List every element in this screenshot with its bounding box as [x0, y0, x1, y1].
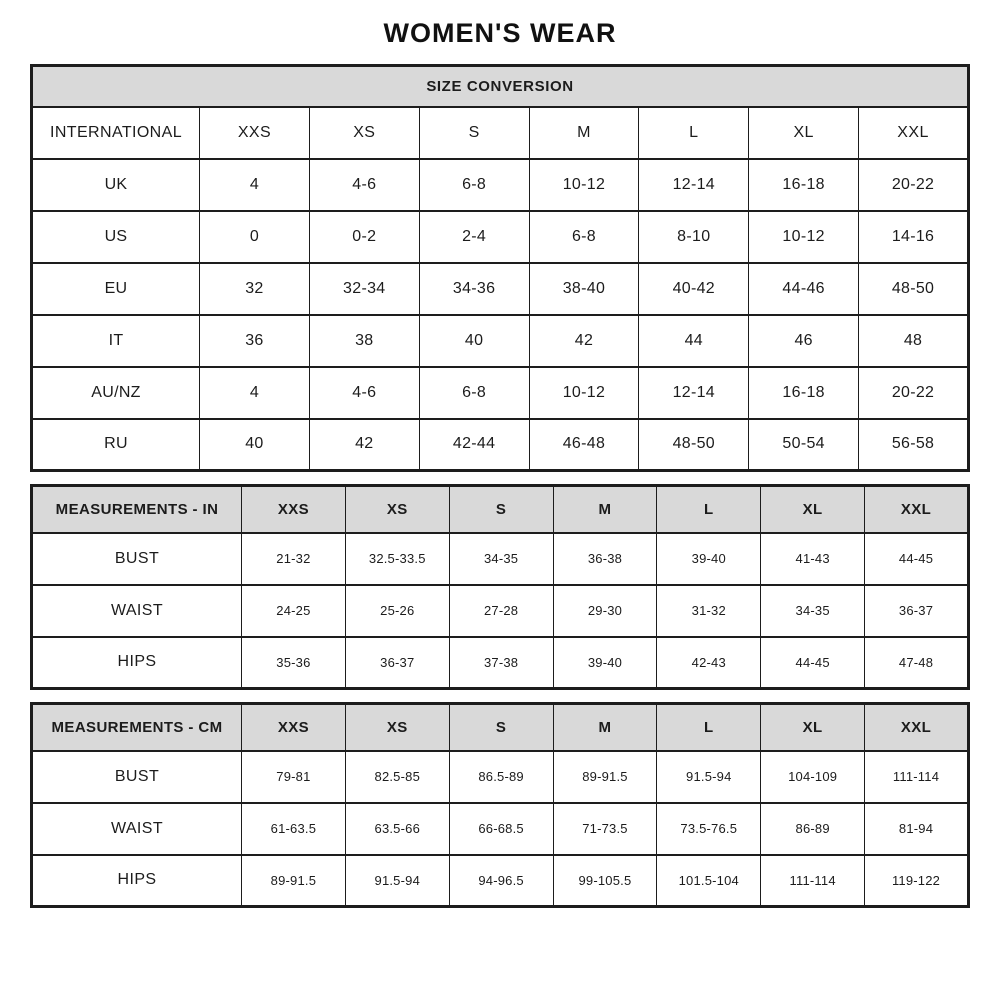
row-label-cell: WAIST [32, 585, 242, 637]
value-cell: 4-6 [309, 367, 419, 419]
value-cell: 36-38 [553, 533, 657, 585]
table-title-cell: MEASUREMENTS - IN [32, 486, 242, 533]
value-cell: 4 [200, 159, 310, 211]
value-cell: 111-114 [865, 751, 969, 803]
column-header-cell: XXS [200, 107, 310, 159]
value-cell: 42 [529, 315, 639, 367]
value-cell: 71-73.5 [553, 803, 657, 855]
column-header-cell: S [449, 486, 553, 533]
table-row [32, 159, 969, 211]
column-header-cell: INTERNATIONAL [32, 107, 200, 159]
value-cell: 20-22 [859, 159, 969, 211]
value-cell: 34-35 [449, 533, 553, 585]
value-cell: 73.5-76.5 [657, 803, 761, 855]
column-header-cell: M [529, 107, 639, 159]
value-cell: 34-35 [761, 585, 865, 637]
column-header-cell: XL [749, 107, 859, 159]
column-header-cell: XXL [865, 704, 969, 751]
column-header-cell: M [553, 486, 657, 533]
column-header-row [32, 704, 969, 751]
table-row [32, 803, 969, 855]
column-header-cell: XXL [859, 107, 969, 159]
value-cell: 40 [419, 315, 529, 367]
value-cell: 35-36 [242, 637, 346, 689]
value-cell: 38 [309, 315, 419, 367]
measurements-cm-table [30, 702, 970, 908]
column-header-row [32, 486, 969, 533]
value-cell: 32 [200, 263, 310, 315]
value-cell: 12-14 [639, 159, 749, 211]
value-cell: 41-43 [761, 533, 865, 585]
table-title-cell: SIZE CONVERSION [32, 66, 969, 107]
value-cell: 14-16 [859, 211, 969, 263]
column-header-cell: S [449, 704, 553, 751]
column-header-cell: XXS [242, 486, 346, 533]
column-header-cell: XS [345, 704, 449, 751]
column-header-row [32, 107, 969, 159]
table-row [32, 315, 969, 367]
row-label-cell: WAIST [32, 803, 242, 855]
value-cell: 56-58 [859, 419, 969, 471]
column-header-cell: XS [345, 486, 449, 533]
value-cell: 6-8 [419, 159, 529, 211]
value-cell: 79-81 [242, 751, 346, 803]
column-header-cell: XL [761, 704, 865, 751]
value-cell: 81-94 [865, 803, 969, 855]
value-cell: 44-45 [865, 533, 969, 585]
value-cell: 42-43 [657, 637, 761, 689]
table-row [32, 585, 969, 637]
value-cell: 104-109 [761, 751, 865, 803]
table-title-cell: MEASUREMENTS - CM [32, 704, 242, 751]
value-cell: 34-36 [419, 263, 529, 315]
column-header-cell: L [639, 107, 749, 159]
column-header-cell: XXL [865, 486, 969, 533]
value-cell: 89-91.5 [553, 751, 657, 803]
value-cell: 10-12 [529, 367, 639, 419]
size-conversion-table [30, 64, 970, 472]
value-cell: 29-30 [553, 585, 657, 637]
row-label-cell: RU [32, 419, 200, 471]
value-cell: 50-54 [749, 419, 859, 471]
row-label-cell: UK [32, 159, 200, 211]
value-cell: 99-105.5 [553, 855, 657, 907]
value-cell: 32.5-33.5 [345, 533, 449, 585]
value-cell: 32-34 [309, 263, 419, 315]
value-cell: 61-63.5 [242, 803, 346, 855]
column-header-cell: L [657, 486, 761, 533]
value-cell: 89-91.5 [242, 855, 346, 907]
table-row [32, 367, 969, 419]
value-cell: 66-68.5 [449, 803, 553, 855]
value-cell: 42 [309, 419, 419, 471]
value-cell: 36 [200, 315, 310, 367]
column-header-cell: XS [309, 107, 419, 159]
value-cell: 36-37 [865, 585, 969, 637]
column-header-cell: XL [761, 486, 865, 533]
value-cell: 4-6 [309, 159, 419, 211]
row-label-cell: HIPS [32, 637, 242, 689]
value-cell: 111-114 [761, 855, 865, 907]
column-header-cell: L [657, 704, 761, 751]
row-label-cell: BUST [32, 533, 242, 585]
row-label-cell: HIPS [32, 855, 242, 907]
page-title: WOMEN'S WEAR [383, 18, 617, 48]
value-cell: 6-8 [529, 211, 639, 263]
row-label-cell: BUST [32, 751, 242, 803]
column-header-cell: M [553, 704, 657, 751]
value-cell: 40 [200, 419, 310, 471]
table-row [32, 263, 969, 315]
row-label-cell: AU/NZ [32, 367, 200, 419]
row-label-cell: EU [32, 263, 200, 315]
value-cell: 16-18 [749, 159, 859, 211]
value-cell: 47-48 [865, 637, 969, 689]
value-cell: 36-37 [345, 637, 449, 689]
value-cell: 91.5-94 [657, 751, 761, 803]
value-cell: 48-50 [639, 419, 749, 471]
value-cell: 10-12 [749, 211, 859, 263]
value-cell: 10-12 [529, 159, 639, 211]
value-cell: 39-40 [657, 533, 761, 585]
table-row [32, 751, 969, 803]
value-cell: 4 [200, 367, 310, 419]
value-cell: 44 [639, 315, 749, 367]
value-cell: 24-25 [242, 585, 346, 637]
value-cell: 101.5-104 [657, 855, 761, 907]
value-cell: 82.5-85 [345, 751, 449, 803]
row-label-cell: IT [32, 315, 200, 367]
value-cell: 6-8 [419, 367, 529, 419]
value-cell: 25-26 [345, 585, 449, 637]
value-cell: 0 [200, 211, 310, 263]
value-cell: 42-44 [419, 419, 529, 471]
value-cell: 12-14 [639, 367, 749, 419]
value-cell: 21-32 [242, 533, 346, 585]
value-cell: 31-32 [657, 585, 761, 637]
value-cell: 86-89 [761, 803, 865, 855]
row-label-cell: US [32, 211, 200, 263]
value-cell: 119-122 [865, 855, 969, 907]
value-cell: 39-40 [553, 637, 657, 689]
value-cell: 2-4 [419, 211, 529, 263]
table-row [32, 637, 969, 689]
value-cell: 0-2 [309, 211, 419, 263]
table-row [32, 419, 969, 471]
value-cell: 8-10 [639, 211, 749, 263]
value-cell: 40-42 [639, 263, 749, 315]
value-cell: 86.5-89 [449, 751, 553, 803]
value-cell: 48 [859, 315, 969, 367]
value-cell: 44-46 [749, 263, 859, 315]
value-cell: 94-96.5 [449, 855, 553, 907]
table-row [32, 211, 969, 263]
value-cell: 48-50 [859, 263, 969, 315]
column-header-cell: XXS [242, 704, 346, 751]
value-cell: 38-40 [529, 263, 639, 315]
measurements-in-table [30, 484, 970, 690]
table-title-row [32, 66, 969, 107]
column-header-cell: S [419, 107, 529, 159]
table-row [32, 533, 969, 585]
value-cell: 16-18 [749, 367, 859, 419]
value-cell: 37-38 [449, 637, 553, 689]
value-cell: 91.5-94 [345, 855, 449, 907]
value-cell: 44-45 [761, 637, 865, 689]
table-row [32, 855, 969, 907]
value-cell: 46-48 [529, 419, 639, 471]
value-cell: 20-22 [859, 367, 969, 419]
value-cell: 63.5-66 [345, 803, 449, 855]
value-cell: 46 [749, 315, 859, 367]
value-cell: 27-28 [449, 585, 553, 637]
